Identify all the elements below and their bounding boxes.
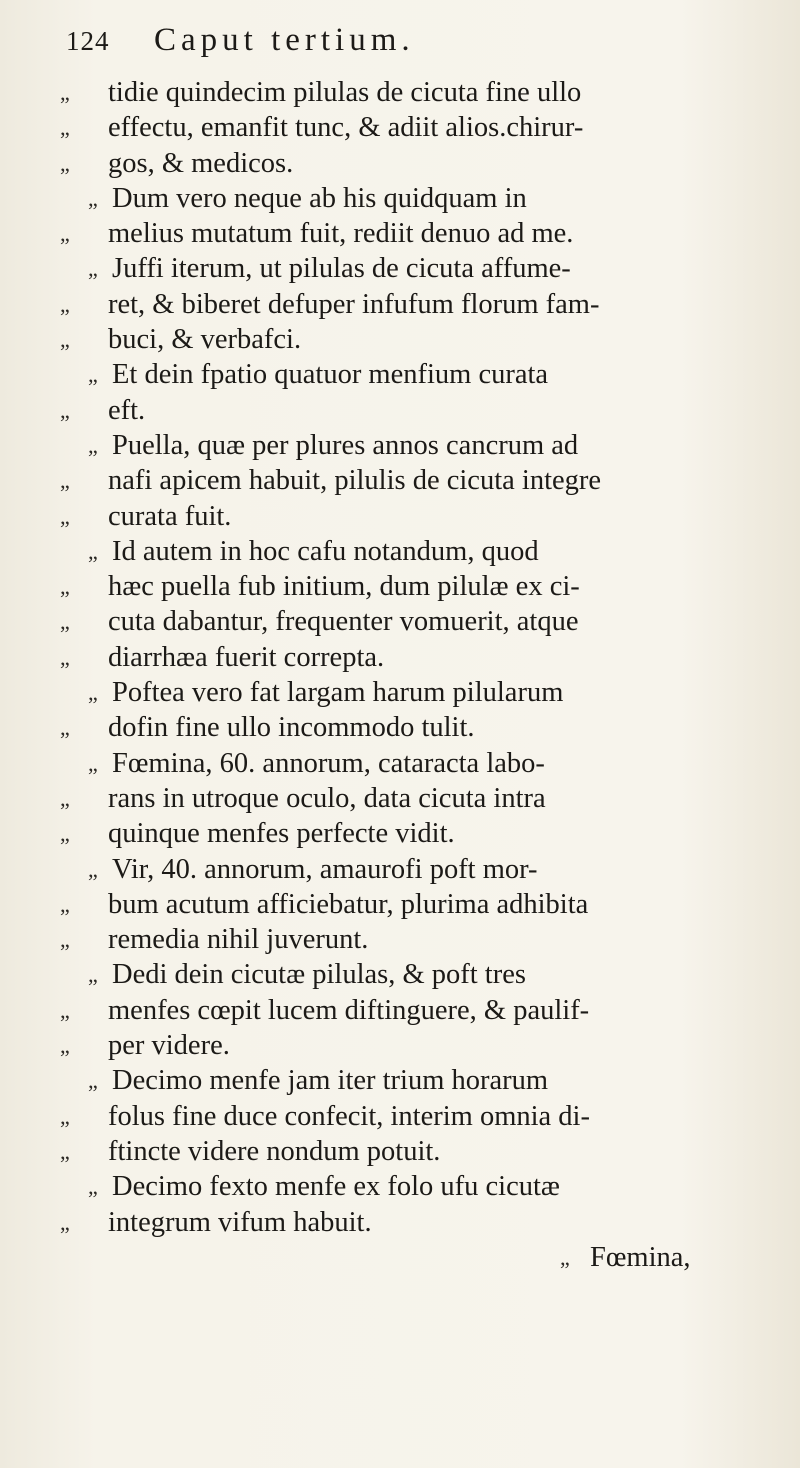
text-line (60, 781, 760, 816)
text-line (60, 110, 760, 145)
line-text: Dedi dein cicutæ pilulas, & poft tres (112, 959, 526, 991)
line-text: Vir, 40. annorum, amaurofi poft mor- (112, 853, 538, 885)
quotation-mark: „ (60, 503, 70, 529)
text-line (60, 710, 760, 745)
line-text: menfes cœpit lucem diftinguere, & paulif- (108, 994, 590, 1026)
quotation-mark: „ (60, 997, 70, 1023)
line-text: remedia nihil juverunt. (108, 924, 369, 956)
text-line (60, 463, 760, 498)
text-line (60, 922, 760, 957)
text-line (60, 640, 760, 675)
line-text: bum acutum afficiebatur, plurima adhibita (108, 888, 589, 920)
quotation-mark: „ (88, 256, 98, 282)
line-text: buci, & verbafci. (108, 324, 302, 356)
text-line (60, 816, 760, 851)
quotation-mark: „ (88, 962, 98, 988)
page-number: 124 (66, 26, 110, 56)
text-line (60, 322, 760, 357)
text-line (60, 993, 760, 1028)
text-line (60, 1205, 760, 1240)
line-text: Id autem in hoc cafu notandum, quod (112, 535, 539, 567)
quotation-mark: „ (60, 115, 70, 141)
line-text: quinque menfes perfecte vidit. (108, 818, 455, 850)
quotation-mark: „ (88, 432, 98, 458)
line-text: gos, & medicos. (108, 147, 294, 179)
text-line (60, 957, 760, 992)
quotation-mark: „ (60, 1209, 70, 1235)
quotation-mark: „ (60, 891, 70, 917)
line-text: curata fuit. (108, 500, 232, 532)
text-line (60, 1028, 760, 1063)
text-line (60, 393, 760, 428)
catchword-line (60, 1240, 760, 1275)
line-text: melius mutatum fuit, rediit denuo ad me. (108, 218, 574, 250)
text-line (60, 1099, 760, 1134)
text-line (60, 216, 760, 251)
quotation-mark: „ (60, 574, 70, 600)
line-text: Fœmina, 60. annorum, cataracta labo- (112, 747, 545, 779)
text-line (60, 569, 760, 604)
text-line (60, 1063, 760, 1098)
line-text: ret, & biberet defuper infufum florum fam- (108, 288, 600, 320)
quotation-mark: „ (60, 715, 70, 741)
quotation-mark: „ (60, 80, 70, 105)
text-line (60, 887, 760, 922)
text-line (60, 1169, 760, 1204)
line-text: hæc puella fub initium, dum pilulæ ex ci- (108, 571, 580, 603)
quotation-mark: „ (88, 362, 98, 388)
quotation-mark: „ (88, 538, 98, 564)
line-text: per videre. (108, 1030, 230, 1062)
line-text: tidie quindecim pilulas de cicuta fine ullo (108, 77, 582, 108)
catchword: Fœmina, (590, 1241, 691, 1273)
quotation-mark: „ (60, 327, 70, 353)
text-line (60, 534, 760, 569)
quotation-mark: „ (60, 821, 70, 847)
line-text: Dum vero neque ab his quidquam in (112, 182, 527, 214)
line-text: Juffi iterum, ut pilulas de cicuta affume- (112, 253, 571, 285)
line-text: diarrhæa fuerit correpta. (108, 641, 385, 673)
quotation-mark: „ (88, 1174, 98, 1200)
line-text: cuta dabantur, frequenter vomuerit, atque (108, 606, 579, 638)
line-text: Decimo fexto menfe ex folo ufu cicutæ (112, 1171, 560, 1203)
text-line (60, 75, 760, 110)
text-line (60, 675, 760, 710)
quotation-mark: „ (60, 291, 70, 317)
running-title: Caput tertium. (154, 22, 415, 58)
text-line (60, 852, 760, 887)
quotation-mark: „ (60, 221, 70, 247)
quotation-mark: „ (60, 927, 70, 953)
line-text: nafi apicem habuit, pilulis de cicuta integre (108, 465, 602, 497)
line-text: Decimo menfe jam iter trium horarum (112, 1065, 549, 1097)
line-text: ftincte videre nondum potuit. (108, 1135, 441, 1167)
line-text: integrum vifum habuit. (108, 1206, 372, 1238)
quotation-mark: „ (60, 1103, 70, 1129)
quotation-mark: „ (60, 785, 70, 811)
text-line (60, 499, 760, 534)
text-line (60, 604, 760, 639)
quotation-mark: „ (88, 750, 98, 776)
text-line (60, 746, 760, 781)
line-text: Puella, quæ per plures annos cancrum ad (112, 429, 579, 461)
text-body (60, 75, 760, 1275)
quotation-mark: „ (60, 468, 70, 494)
line-text: folus fine duce confecit, interim omnia di- (108, 1100, 590, 1132)
line-text: dofin fine ullo incommodo tulit. (108, 712, 475, 744)
quotation-mark: „ (88, 1068, 98, 1094)
text-line (60, 146, 760, 181)
quotation-mark: „ (88, 856, 98, 882)
text-line (60, 287, 760, 322)
quotation-mark: „ (88, 680, 98, 706)
quotation-mark: „ (60, 1138, 70, 1164)
line-text: Et dein fpatio quatuor menfium curata (112, 359, 549, 391)
line-text: Poftea vero fat largam harum pilularum (112, 677, 564, 709)
quotation-mark: „ (60, 609, 70, 635)
quotation-mark: „ (60, 150, 70, 176)
text-line (60, 357, 760, 392)
text-line (60, 428, 760, 463)
quotation-mark: „ (88, 185, 98, 211)
page-header (66, 22, 756, 62)
text-line (60, 181, 760, 216)
quotation-mark: „ (560, 1244, 570, 1270)
line-text: rans in utroque oculo, data cicuta intra (108, 782, 546, 814)
text-line (60, 1134, 760, 1169)
text-line (60, 251, 760, 286)
line-text: eft. (108, 394, 146, 426)
quotation-mark: „ (60, 644, 70, 670)
line-text: effectu, emanfit tunc, & adiit alios.chirur- (108, 112, 584, 144)
quotation-mark: „ (60, 1033, 70, 1059)
quotation-mark: „ (60, 397, 70, 423)
